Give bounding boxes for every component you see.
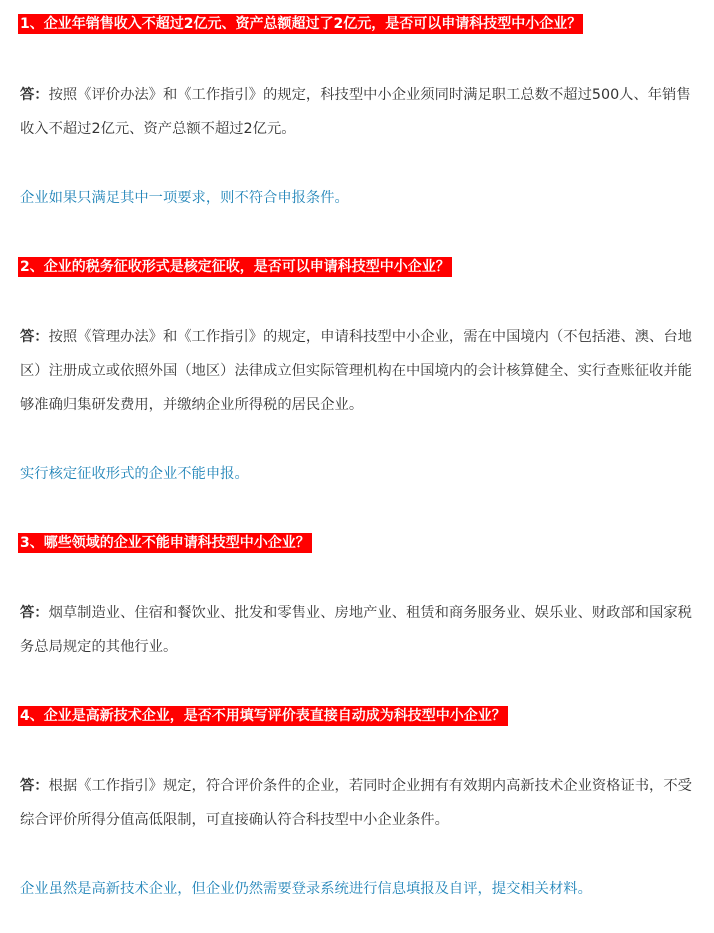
answer-paragraph-3 — [20, 596, 700, 664]
question-heading-4: 4、企业是高新技术企业，是否不用填写评价表直接自动成为科技型中小企业？ — [20, 708, 506, 724]
answer-text-4: 根据《工作指引》规定，符合评价条件的企业，若同时企业拥有有效期内高新技术企业资格证书，不受综合评价所得分值高低限制，可直接确认符合科技型中小企业条件。 — [20, 778, 692, 828]
answer-text-1: 按照《评价办法》和《工作指引》的规定，科技型中小企业须同时满足职工总数不超过500人、年销售收入不超过2亿元、资产总额不超过2亿元。 — [20, 87, 691, 137]
note-1: 企业如果只满足其中一项要求，则不符合申报条件。 — [20, 190, 349, 206]
answer-paragraph-2 — [20, 320, 700, 422]
answer-lead-1: 答： — [20, 87, 49, 103]
answer-paragraph-1 — [20, 78, 700, 146]
question-heading-1: 1、企业年销售收入不超过2亿元、资产总额超过了2亿元，是否可以申请科技型中小企业？ — [20, 16, 582, 32]
answer-lead-2: 答： — [20, 329, 49, 345]
question-heading-2: 2、企业的税务征收形式是核定征收，是否可以申请科技型中小企业？ — [20, 259, 450, 275]
answer-lead-3: 答： — [20, 605, 49, 621]
answer-paragraph-4 — [20, 769, 700, 837]
note-2: 实行核定征收形式的企业不能申报。 — [20, 466, 249, 482]
answer-text-3: 烟草制造业、住宿和餐饮业、批发和零售业、房地产业、租赁和商务服务业、娱乐业、财政部和国家税务总局规定的其他行业。 — [20, 605, 692, 655]
answer-text-2: 按照《管理办法》和《工作指引》的规定，申请科技型中小企业，需在中国境内（不包括港、澳、台地区）注册成立或依照外国（地区）法律成立但实际管理机构在中国境内的会计核算健全、实行查账征收并能够准确归集研发费用，并缴纳企业所得税的居民企业。 — [20, 329, 692, 413]
question-heading-3: 3、哪些领域的企业不能申请科技型中小企业？ — [20, 535, 310, 551]
note-4: 企业虽然是高新技术企业，但企业仍然需要登录系统进行信息填报及自评，提交相关材料。 — [20, 881, 592, 897]
answer-lead-4: 答： — [20, 778, 49, 794]
